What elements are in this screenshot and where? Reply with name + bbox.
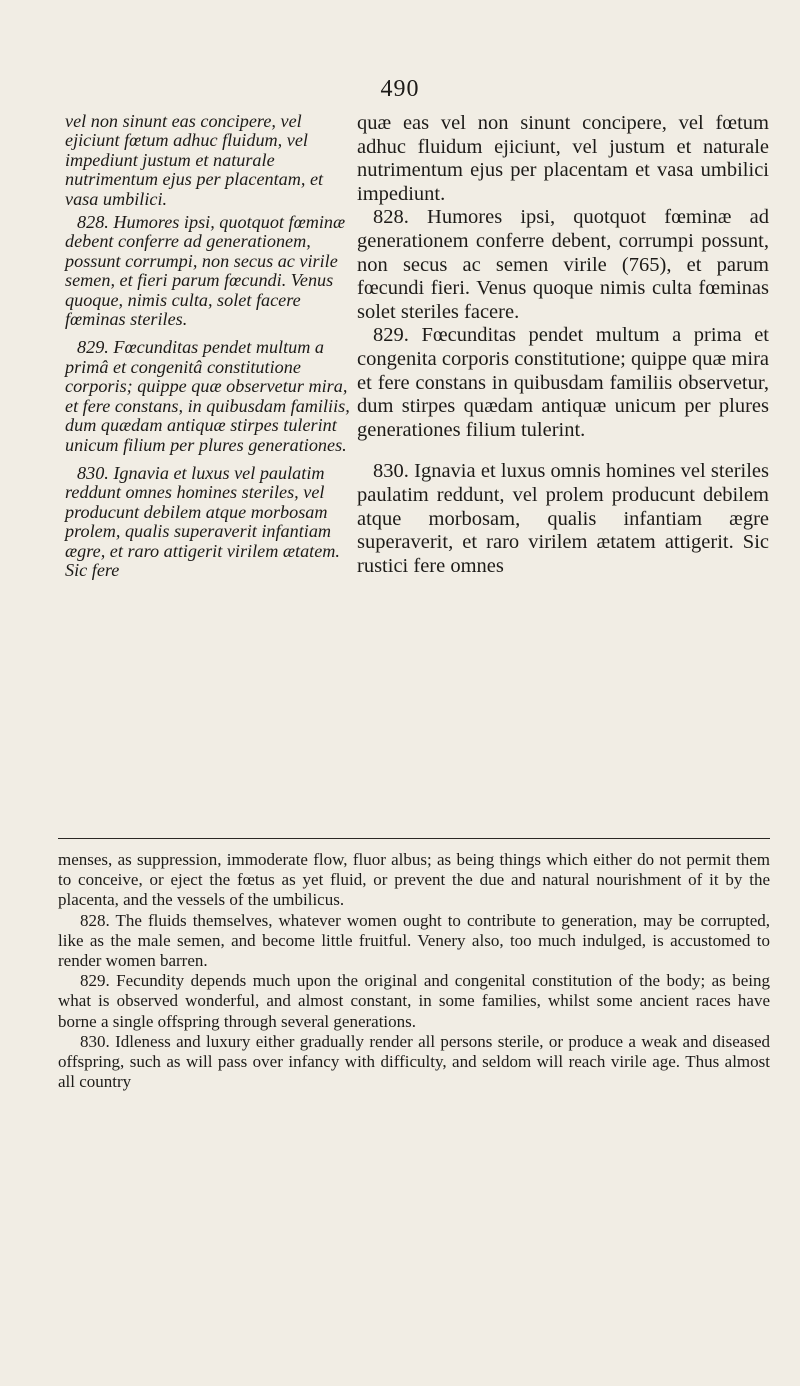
- latin-roman-paragraph-intro: quæ eas vel non sinunt concipere, vel fœtum adhuc fluidum ejiciunt, vel justum et naturale nutrimentum ejus per placentam et vasa umbilici impediunt.: [357, 112, 769, 205]
- latin-roman-paragraph-828: 828. Humores ipsi, quotquot fœminæ ad generationem conferre debent, corrumpi possunt, non secus ac semen virile (765), et parum fœcundi fieri. Venus quoque nimis culta fœminas solet steriles facere.: [357, 206, 769, 323]
- english-translation: [58, 850, 770, 1092]
- latin-italic-paragraph-828: 828. Humores ipsi, quotquot fœminæ debent conferre ad generationem, possunt corrumpi, non secus ac virile semen, et fieri parum fœcundi. Venus quoque, nimis culta, solet facere fœminas steriles.: [65, 212, 346, 330]
- english-paragraph-intro: menses, as suppression, immoderate flow, fluor albus; as being things which either do not permit them to conceive, or eject the fœtus as yet fluid, or prevent the due and natural nourishment of it by the placenta, and the vessels of the umbilicus.: [58, 850, 770, 910]
- latin-roman-column: [357, 112, 769, 578]
- latin-roman-paragraph-829: 829. Fœcunditas pendet multum a prima et congenita corporis constitutione; quippe quæ mira et fere constans in quibusdam familiis observetur, dum stirpes quædam antiquæ unicum per plures generationes filium tulerint.: [357, 324, 769, 441]
- english-paragraph-829: 829. Fecundity depends much upon the original and congenital constitution of the body; as being what is observed wonderful, and almost constant, in some families, whilst some ancient races have borne a single offspring through several generations.: [58, 971, 770, 1031]
- latin-italic-paragraph-829: 829. Fœcunditas pendet multum a primâ et congenitâ constitutione corporis; quippe quæ observetur mira, et fere constans, in quibusdam familiis, dum quædam antiquæ stirpes tulerint unicum filium per plures generationes.: [65, 337, 350, 455]
- column-divider-rule: [58, 838, 770, 839]
- page-number: 490: [380, 76, 420, 102]
- latin-roman-paragraph-830: 830. Ignavia et luxus omnis homines vel steriles paulatim reddunt, vel prolem producunt debilem atque morbosam, qualis infantiam ægre superaverit, et raro virilem ætatem attigerit. Sic rustici fere omnes: [357, 460, 769, 577]
- english-paragraph-828: 828. The fluids themselves, whatever women ought to contribute to generation, may be corrupted, like as the male semen, and become little fruitful. Venery also, too much indulged, is accustomed to render women barren.: [58, 910, 770, 971]
- latin-italic-paragraph-830: 830. Ignavia et luxus vel paulatim reddunt omnes homines steriles, vel producunt debilem atque morbosam prolem, qualis superaverit infantiam ægre, et raro attigerit virilem ætatem. Sic fere: [65, 462, 340, 580]
- latin-italic-paragraph-intro: vel non sinunt eas concipere, vel ejiciunt fœtum adhuc fluidum, vel impediunt justum et naturale nutrimentum ejus per placentam, et vasa umbilici.: [65, 111, 324, 209]
- english-paragraph-830: 830. Idleness and luxury either gradually render all persons sterile, or produce a weak and diseased offspring, such as will pass over infancy with difficulty, and seldom will reach virile age. Thus almost all country: [58, 1031, 770, 1092]
- latin-italic-column: [65, 112, 350, 589]
